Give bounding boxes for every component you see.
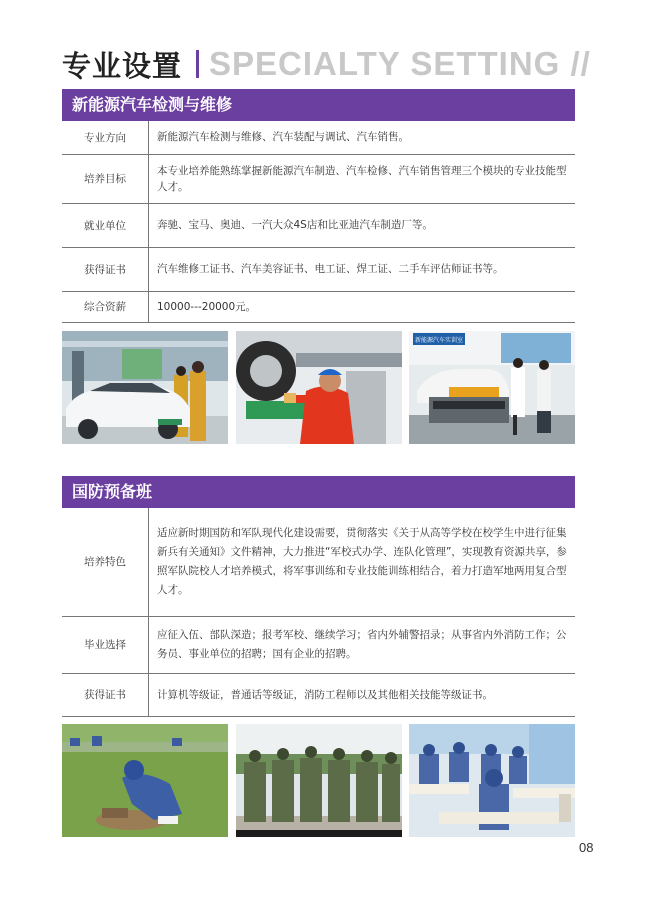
page-number: 08 (579, 840, 594, 855)
row-value: 新能源汽车检测与维修、汽车装配与调试、汽车销售。 (149, 121, 576, 154)
row-value: 汽车维修工证书、汽车美容证书、电工证、焊工证、二手车评估师证书等。 (149, 247, 576, 291)
table-row (62, 154, 575, 203)
row-value: 10000---20000元。 (149, 291, 576, 322)
photo-soldiers-marching (236, 724, 402, 837)
table-row (62, 616, 575, 673)
row-label: 毕业选择 (62, 616, 149, 673)
training-room-sign: 新能源汽车实训室 (415, 337, 464, 344)
row-value: 计算机等级证，普通话等级证，消防工程师以及其他相关技能等级证书。 (149, 673, 576, 716)
table-row (62, 291, 575, 322)
row-label: 综合资薪 (62, 291, 149, 322)
table-row (62, 508, 575, 616)
page-title: 专业设置 (62, 48, 183, 83)
table-row (62, 247, 575, 291)
row-label: 专业方向 (62, 121, 149, 154)
row-label: 获得证书 (62, 673, 149, 716)
photo-mechanic-repair (236, 331, 402, 444)
section-title-nev: 新能源汽车检测与维修 (62, 89, 575, 121)
table-row (62, 673, 575, 716)
page-header (62, 42, 591, 86)
row-value: 本专业培养能熟练掌握新能源汽车制造、汽车检修、汽车销售管理三个模块的专业技能型人才。 (149, 154, 576, 203)
photo-ev-training-room (409, 331, 575, 444)
photo-classroom-cadets (409, 724, 575, 837)
row-value: 适应新时期国防和军队现代化建设需要，贯彻落实《关于从高等学校在校学生中进行征集新兵有关通知》文件精神，大力推进“军校式办学、连队化管理”，实现教育资源共享，参照军队院校人才培养模式，将军事训练和专业技能训练相结合，着力打造军地两用复合型人才。 (149, 508, 576, 616)
row-label: 获得证书 (62, 247, 149, 291)
row-value: 应征入伍、部队深造；报考军校、继续学习；省内外辅警招录；从事省内外消防工作；公务员、事业单位的招聘；国有企业的招聘。 (149, 616, 576, 673)
table-row (62, 121, 575, 154)
title-divider (196, 50, 199, 78)
photo-military-training-field (62, 724, 228, 837)
section-title-defense: 国防预备班 (62, 476, 575, 508)
row-label: 培养目标 (62, 154, 149, 203)
row-label: 培养特色 (62, 508, 149, 616)
nev-info-table (62, 121, 575, 323)
page-title-english: SPECIALTY SETTING // (209, 45, 591, 82)
table-row (62, 203, 575, 247)
defense-info-table (62, 508, 575, 717)
row-value: 奔驰、宝马、奥迪、一汽大众4S店和比亚迪汽车制造厂等。 (149, 203, 576, 247)
nev-photo-strip (62, 331, 575, 444)
defense-photo-strip (62, 724, 575, 837)
photo-showroom-car (62, 331, 228, 444)
row-label: 就业单位 (62, 203, 149, 247)
